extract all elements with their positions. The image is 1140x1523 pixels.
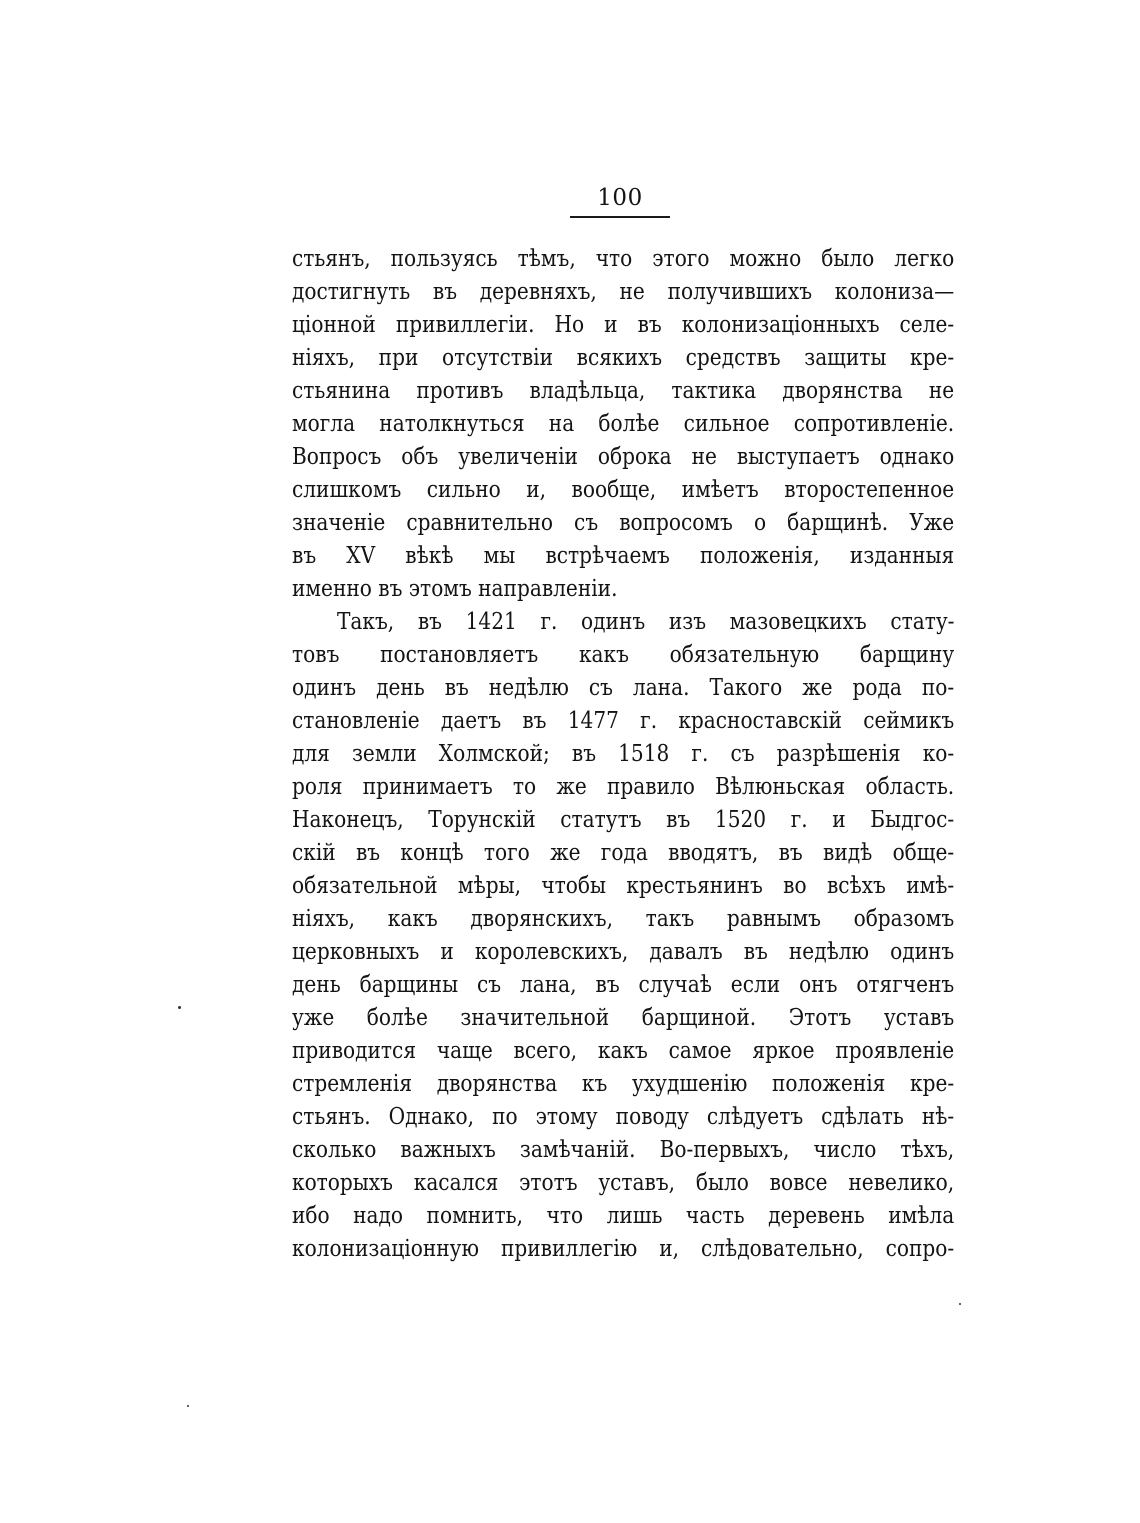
text-line: одинъ день въ недѣлю съ лана. Такого же рода по- [292, 673, 955, 701]
text-line: ибо надо помнить, что лишь часть деревень имѣла [292, 1201, 955, 1229]
text-line: ніяхъ, при отсутствіи всякихъ средствъ защиты кре- [292, 343, 955, 371]
text-line: уже болѣе значительной барщиной. Этотъ уставъ [292, 1003, 955, 1031]
text-line: ніяхъ, какъ дворянскихъ, такъ равнымъ образомъ [292, 904, 955, 932]
text-line: приводится чаще всего, какъ самое яркое проявленіе [292, 1036, 955, 1064]
text-line: стьянъ. Однако, по этому поводу слѣдуетъ сдѣлать нѣ- [292, 1102, 955, 1130]
text-line: колонизаціонную привиллегію и, слѣдовательно, сопро- [292, 1234, 955, 1262]
text-line: скій въ концѣ того же года вводятъ, въ видѣ обще- [292, 838, 955, 866]
text-line: день барщины съ лана, въ случаѣ если онъ отягченъ [292, 970, 955, 998]
text-line: обязательной мѣры, чтобы крестьянинъ во всѣхъ имѣ- [292, 871, 955, 899]
scan-speck [959, 1303, 961, 1305]
text-line: сколько важныхъ замѣчаній. Во-первыхъ, число тѣхъ, [292, 1135, 955, 1163]
text-line: въ XV вѣкѣ мы встрѣчаемъ положенія, изданныя [292, 541, 955, 569]
page-number: 100 [597, 185, 643, 211]
text-line: Наконецъ, Торунскій статутъ въ 1520 г. и Быдгос- [292, 805, 955, 833]
text-line: именно въ этомъ направленіи. [292, 574, 618, 602]
text-line: могла натолкнуться на болѣе сильное сопротивленіе. [292, 409, 955, 437]
text-line: Вопросъ объ увеличеніи оброка не выступаетъ однако [292, 442, 955, 470]
text-line: стьянъ, пользуясь тѣмъ, что этого можно было легко [292, 244, 955, 272]
text-line: которыхъ касался этотъ уставъ, было вовсе невелико, [292, 1168, 955, 1196]
text-line: ціонной привиллегіи. Но и въ колонизаціонныхъ селе- [292, 310, 955, 338]
text-line: Такъ, въ 1421 г. одинъ изъ мазовецкихъ стату- [337, 607, 955, 635]
text-line: для земли Холмской; въ 1518 г. съ разрѣшенія ко- [292, 739, 955, 767]
text-line: церковныхъ и королевскихъ, давалъ въ недѣлю одинъ [292, 937, 955, 965]
page-number-rule [570, 216, 670, 218]
text-line: значеніе сравнительно съ вопросомъ о барщинѣ. Уже [292, 508, 955, 536]
text-line: товъ постановляетъ какъ обязательную барщину [292, 640, 955, 668]
text-line: стьянина противъ владѣльца, тактика дворянства не [292, 376, 955, 404]
text-line: слишкомъ сильно и, вообще, имѣетъ второстепенное [292, 475, 955, 503]
scan-speck [187, 1405, 189, 1407]
text-line: стремленія дворянства къ ухудшенію положенія кре- [292, 1069, 955, 1097]
scan-speck [178, 1006, 181, 1009]
text-line: становленіе даетъ въ 1477 г. красноставскій сеймикъ [292, 706, 955, 734]
text-line: достигнуть въ деревняхъ, не получившихъ колониза— [292, 277, 955, 305]
text-line: роля принимаетъ то же правило Вѣлюньская область. [292, 772, 955, 800]
